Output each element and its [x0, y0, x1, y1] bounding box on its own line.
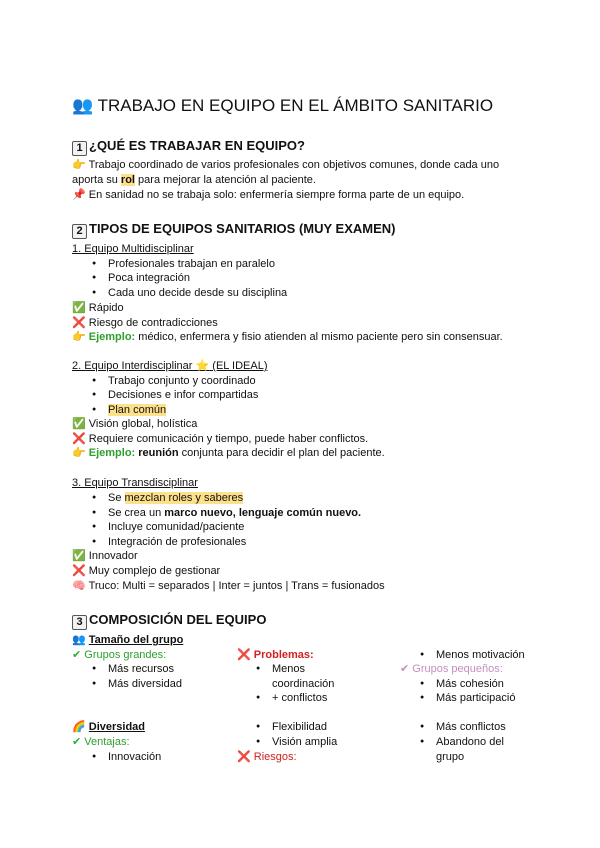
inter-pro: ✅ Visión global, holística	[72, 418, 198, 430]
group-size-label: 👥 Tamaño del grupo	[72, 634, 184, 646]
people-icon: 👥	[72, 96, 94, 115]
cross-icon: ❌	[72, 433, 86, 445]
cross-icon: ❌	[72, 317, 86, 329]
inter-title: 2. Equipo Interdisciplinar ⭐ (EL IDEAL)	[72, 360, 268, 372]
list-item: ● Profesionales trabajan en paralelo	[108, 257, 275, 271]
list-item: ● Más participació	[436, 691, 515, 705]
trans-title: 3. Equipo Transdisciplinar	[72, 477, 198, 489]
number-two-icon: 2	[72, 224, 87, 239]
multi-pro: ✅ Rápido	[72, 302, 124, 314]
check-mark-icon: ✔	[400, 663, 410, 675]
cross-icon: ❌	[237, 649, 251, 661]
list-item: ● Trabajo conjunto y coordinado	[108, 374, 256, 388]
list-item: ● Decisiones e infor compartidas	[108, 388, 258, 402]
list-item: ● Poca integración	[108, 271, 190, 285]
pushpin-icon: 📌	[72, 189, 86, 201]
list-item: ● Incluye comunidad/paciente	[108, 520, 244, 534]
trans-pro: ✅ Innovador	[72, 550, 138, 562]
people-icon: 👥	[72, 634, 86, 646]
check-icon: ✅	[72, 418, 86, 430]
check-mark-icon: ✔	[72, 649, 82, 661]
list-item: ● Innovación	[108, 750, 161, 764]
list-item: ● Más recursos	[108, 662, 174, 676]
section-heading-3: 3 COMPOSICIÓN DEL EQUIPO	[72, 612, 266, 630]
sanidad-note: 📌 En sanidad no se trabaja solo: enfermería siempre forma parte de un equipo.	[72, 189, 465, 201]
check-icon: ✅	[72, 550, 86, 562]
pointing-hand-icon: 👉	[72, 331, 86, 343]
inter-con: ❌ Requiere comunicación y tiempo, puede haber conflictos.	[72, 433, 369, 445]
multi-con: ❌ Riesgo de contradicciones	[72, 317, 218, 329]
check-icon: ✅	[72, 302, 86, 314]
multi-example: 👉 Ejemplo: médico, enfermera y fisio atienden al mismo paciente pero sin consensuar.	[72, 331, 503, 343]
grandes-label: ✔ Grupos grandes:	[72, 649, 167, 661]
cross-icon: ❌	[72, 565, 86, 577]
number-three-icon: 3	[72, 615, 87, 630]
list-item-continuation: coordinación	[272, 678, 335, 690]
cross-icon: ❌	[237, 751, 251, 763]
diversity-label: 🌈 Diversidad	[72, 721, 146, 733]
brain-icon: 🧠	[72, 580, 86, 592]
list-item: ● Visión amplia	[272, 735, 337, 749]
list-item: ● Integración de profesionales	[108, 535, 246, 549]
section-heading-1: 1 ¿QUÉ ES TRABAJAR EN EQUIPO?	[72, 138, 305, 156]
list-item: ● Menos motivación	[436, 648, 525, 662]
check-mark-icon: ✔	[72, 736, 82, 748]
list-item: ● Cada uno decide desde su disciplina	[108, 286, 287, 300]
list-item: ● Menos	[272, 662, 305, 676]
multi-title: 1. Equipo Multidisciplinar	[72, 243, 194, 255]
list-item: ● Se crea un marco nuevo, lenguaje común nuevo.	[108, 506, 361, 520]
inter-example: 👉 Ejemplo: reunión conjunta para decidir el plan del paciente.	[72, 447, 385, 459]
highlight-mezclan: mezclan roles y saberes	[124, 492, 244, 504]
list-item: ● Flexibilidad	[272, 720, 327, 734]
highlight-rol: rol	[120, 174, 135, 186]
list-item: ● Más diversidad	[108, 677, 182, 691]
rainbow-icon: 🌈	[72, 721, 86, 733]
trans-con: ❌ Muy complejo de gestionar	[72, 565, 221, 577]
number-one-icon: 1	[72, 141, 87, 156]
pointing-hand-icon: 👉	[72, 159, 86, 171]
list-item: ● Más cohesión	[436, 677, 504, 691]
ventajas-label: ✔ Ventajas:	[72, 736, 130, 748]
star-icon: ⭐	[195, 360, 210, 372]
list-item	[108, 403, 166, 417]
list-item: ● Más conflictos	[436, 720, 506, 734]
list-item-continuation: grupo	[436, 751, 465, 763]
pointing-hand-icon: 👉	[72, 447, 86, 459]
definition-paragraph: 👉 Trabajo coordinado de varios profesionales con objetivos comunes, donde cada uno aporta su rol para mejorar la atención al paciente.	[72, 159, 500, 186]
list-item: ● Se mezclan roles y saberes	[108, 491, 243, 505]
problemas-label: ❌ Problemas:	[237, 649, 314, 661]
section-heading-2: 2 TIPOS DE EQUIPOS SANITARIOS (MUY EXAMEN)	[72, 221, 396, 239]
list-item: ● Abandono del	[436, 735, 504, 749]
riesgos-label: ❌ Riesgos:	[237, 751, 297, 763]
highlight-plan-comun: Plan común	[108, 404, 167, 416]
pequenos-label: ✔ Grupos pequeños:	[400, 663, 503, 675]
trans-tip: 🧠 Truco: Multi = separados | Inter = juntos | Trans = fusionados	[72, 580, 385, 592]
list-item: ● + conflictos	[272, 691, 327, 705]
page-title: 👥 TRABAJO EN EQUIPO EN EL ÁMBITO SANITARIO	[72, 96, 494, 115]
